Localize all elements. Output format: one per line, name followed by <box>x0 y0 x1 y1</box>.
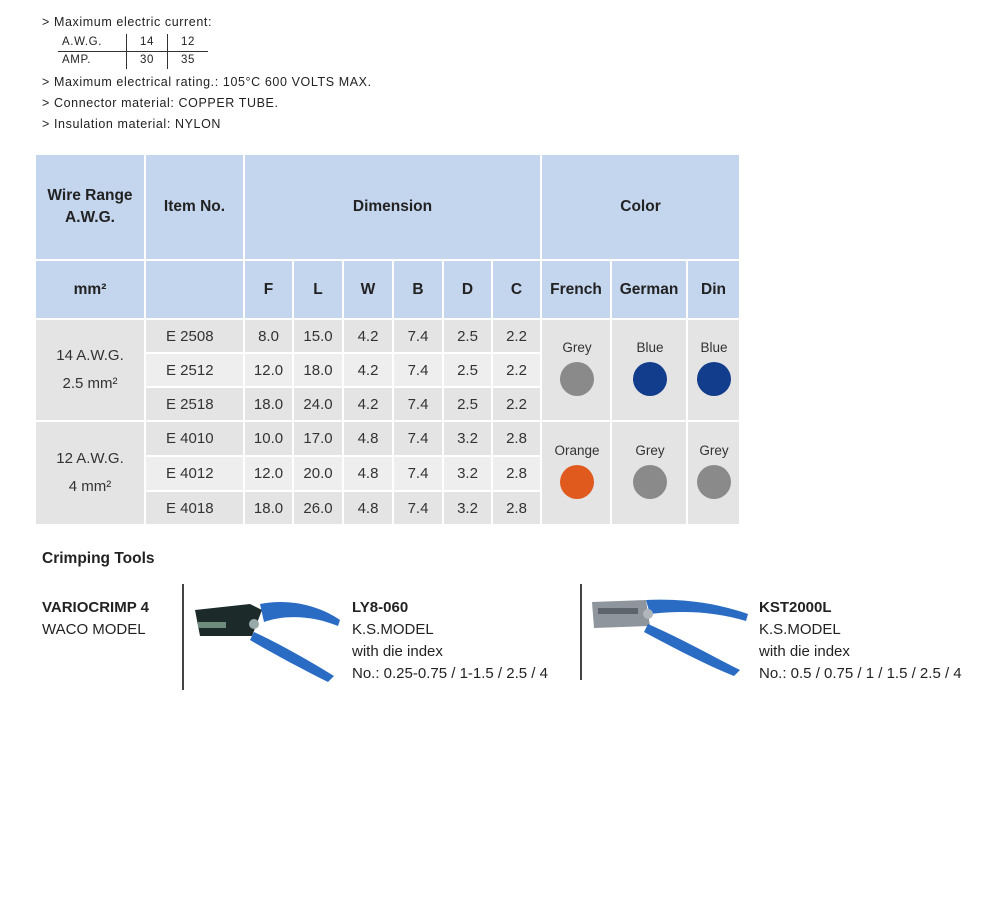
dimension-cell: 4.8 <box>342 455 392 490</box>
awg-label: A.W.G. <box>58 34 127 52</box>
dimension-cell: 2.5 <box>442 386 491 420</box>
dimension-cell: 2.5 <box>442 352 491 386</box>
amp-value: 35 <box>168 52 209 70</box>
dimension-cell: 26.0 <box>292 490 342 524</box>
header-color-din: Din <box>686 259 739 318</box>
header-dim-w: W <box>342 259 392 318</box>
header-dimension: Dimension <box>243 155 540 259</box>
color-label: Blue <box>700 340 728 355</box>
group-mm: 4 mm² <box>68 478 112 495</box>
header-dim-c: C <box>491 259 540 318</box>
color-label: Grey <box>699 443 729 458</box>
header-color-french: French <box>540 259 610 318</box>
dimension-cell: 3.2 <box>442 490 491 524</box>
group-wire-range <box>36 318 144 420</box>
group-wire-range <box>36 420 144 524</box>
group-awg: 14 A.W.G. <box>56 347 124 364</box>
header-dim-b: B <box>392 259 442 318</box>
dimension-cell: 10.0 <box>243 420 292 455</box>
color-cell-din <box>686 318 739 420</box>
waco-model: WACO MODEL <box>42 621 146 638</box>
dimension-cell: 4.8 <box>342 420 392 455</box>
dimension-cell: 7.4 <box>392 455 442 490</box>
dimension-cell: 2.8 <box>491 420 540 455</box>
dimension-cell: 24.0 <box>292 386 342 420</box>
dimension-cell: 12.0 <box>243 455 292 490</box>
dimension-cell: 4.2 <box>342 386 392 420</box>
header-awg-label: A.W.G. <box>65 209 115 226</box>
tool1-model: K.S.MODEL <box>352 621 434 638</box>
dimension-cell: 4.2 <box>342 352 392 386</box>
dimension-cell: 18.0 <box>243 386 292 420</box>
dimension-cell: 2.2 <box>491 318 540 352</box>
color-cell-french <box>540 318 610 420</box>
variocrimp-block <box>42 597 149 641</box>
tool2-model: K.S.MODEL <box>759 621 841 638</box>
color-label: Orange <box>554 443 600 458</box>
dimension-cell: 18.0 <box>243 490 292 524</box>
dimension-cell: 4.8 <box>342 490 392 524</box>
spec-insulation: > Insulation material: NYLON <box>42 117 222 131</box>
tool1-sizes: No.: 0.25-0.75 / 1-1.5 / 2.5 / 4 <box>352 665 548 682</box>
dimension-cell: 2.2 <box>491 352 540 386</box>
dimension-cell: 8.0 <box>243 318 292 352</box>
spec-current-label: > Maximum electric current: <box>42 15 213 29</box>
dimension-cell: 7.4 <box>392 420 442 455</box>
header-color: Color <box>540 155 739 259</box>
color-swatch <box>560 362 594 396</box>
header-item-blank <box>144 259 243 318</box>
header-dim-d: D <box>442 259 491 318</box>
color-cell-din <box>686 420 739 524</box>
color-label: Blue <box>636 340 664 355</box>
spec-connector: > Connector material: COPPER TUBE. <box>42 96 279 110</box>
dimension-cell: 15.0 <box>292 318 342 352</box>
tool1-block <box>352 597 548 685</box>
color-swatch <box>560 465 594 499</box>
dimension-cell: 7.4 <box>392 386 442 420</box>
header-wire-range <box>36 155 144 259</box>
header-mm2: mm² <box>36 259 144 318</box>
item-number-cell: E 4012 <box>144 455 243 490</box>
color-label: Grey <box>635 443 665 458</box>
dimension-cell: 3.2 <box>442 455 491 490</box>
tool2-name: KST2000L <box>759 599 832 616</box>
dimension-cell: 7.4 <box>392 490 442 524</box>
color-cell-french <box>540 420 610 524</box>
group-awg: 12 A.W.G. <box>56 450 124 467</box>
dimension-cell: 7.4 <box>392 352 442 386</box>
dimension-cell: 17.0 <box>292 420 342 455</box>
header-item-no: Item No. <box>144 155 243 259</box>
awg-value: 12 <box>168 34 209 52</box>
dimension-cell: 7.4 <box>392 318 442 352</box>
crimping-plier-icon <box>190 596 350 682</box>
color-cell-german <box>610 318 686 420</box>
item-number-cell: E 4018 <box>144 490 243 524</box>
color-cell-german <box>610 420 686 524</box>
tool1-die: with die index <box>352 643 443 660</box>
item-number-cell: E 2512 <box>144 352 243 386</box>
header-color-german: German <box>610 259 686 318</box>
amp-label: AMP. <box>62 54 92 66</box>
crimping-tools-title: Crimping Tools <box>42 550 155 567</box>
item-number-cell: E 4010 <box>144 420 243 455</box>
dimension-cell: 18.0 <box>292 352 342 386</box>
tool2-sizes: No.: 0.5 / 0.75 / 1 / 1.5 / 2.5 / 4 <box>759 665 962 682</box>
group-mm: 2.5 mm² <box>62 375 118 392</box>
header-wire-range-label: Wire Range <box>47 187 133 204</box>
dimension-cell: 12.0 <box>243 352 292 386</box>
amp-value: 30 <box>127 52 168 70</box>
tool2-die: with die index <box>759 643 850 660</box>
header-dim-l: L <box>292 259 342 318</box>
dimension-cell: 2.2 <box>491 386 540 420</box>
specs-block <box>42 12 372 135</box>
dimension-cell: 2.5 <box>442 318 491 352</box>
color-swatch <box>697 362 731 396</box>
crimping-plier-icon <box>588 594 756 676</box>
color-swatch <box>697 465 731 499</box>
color-swatch <box>633 465 667 499</box>
awg-value: 14 <box>127 34 168 52</box>
terminal-spec-table <box>36 155 739 524</box>
divider <box>182 584 184 690</box>
variocrimp-name: VARIOCRIMP 4 <box>42 599 149 616</box>
current-table <box>58 34 208 69</box>
dimension-cell: 2.8 <box>491 490 540 524</box>
dimension-cell: 3.2 <box>442 420 491 455</box>
dimension-cell: 4.2 <box>342 318 392 352</box>
tool1-name: LY8-060 <box>352 599 409 616</box>
tool2-block <box>759 597 962 685</box>
header-dim-f: F <box>243 259 292 318</box>
color-swatch <box>633 362 667 396</box>
color-label: Grey <box>562 340 592 355</box>
dimension-cell: 20.0 <box>292 455 342 490</box>
divider <box>580 584 582 680</box>
item-number-cell: E 2518 <box>144 386 243 420</box>
dimension-cell: 2.8 <box>491 455 540 490</box>
spec-rating: > Maximum electrical rating.: 105°C 600 VOLTS MAX. <box>42 75 372 89</box>
item-number-cell: E 2508 <box>144 318 243 352</box>
